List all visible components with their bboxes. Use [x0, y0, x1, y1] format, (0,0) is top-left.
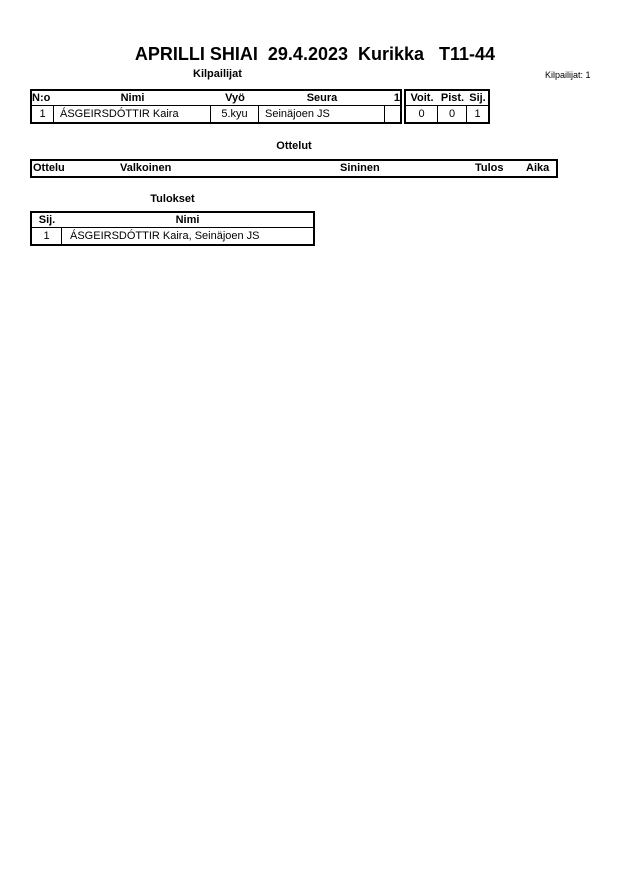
matches-table — [30, 159, 558, 178]
header-pool-1: 1 — [393, 92, 400, 104]
header-sininen: Sininen — [340, 162, 380, 174]
competitor-points: 0 — [438, 106, 467, 122]
competitors-table-main — [30, 89, 402, 124]
page-title: APRILLI SHIAI 29.4.2023 Kurikka T11-44 — [134, 44, 496, 64]
result-placement: 1 — [32, 228, 62, 244]
header-result-nimi: Nimi — [175, 214, 200, 226]
competitors-header-row — [32, 91, 400, 106]
competitor-pool-cell — [385, 106, 400, 122]
header-pist: Pist. — [440, 92, 465, 104]
competitor-number: 1 — [32, 106, 54, 122]
table-row — [32, 228, 313, 244]
results-section-heading: Tulokset — [150, 193, 195, 205]
header-voit: Voit. — [410, 92, 434, 104]
score-header-row — [406, 91, 488, 106]
competitors-count: Kilpailijat: 1 — [545, 70, 591, 80]
competitors-table-score — [404, 89, 490, 124]
results-table — [30, 211, 315, 246]
header-seura: Seura — [306, 92, 338, 104]
competitors-table — [30, 89, 490, 124]
competitor-name: ÁSGEIRSDÓTTIR Kaira — [54, 106, 211, 122]
competitor-belt: 5.kyu — [211, 106, 259, 122]
header-vyo: Vyö — [225, 92, 245, 104]
result-name: ÁSGEIRSDÓTTIR Kaira, Seinäjoen JS — [70, 230, 260, 242]
table-row — [32, 106, 400, 122]
header-sij: Sij. — [469, 92, 486, 104]
matches-section-heading: Ottelut — [276, 140, 312, 152]
header-valkoinen: Valkoinen — [120, 162, 172, 174]
header-ottelu: Ottelu — [33, 162, 65, 174]
header-no: N:o — [32, 92, 51, 104]
header-tulos: Tulos — [475, 162, 504, 174]
header-nimi: Nimi — [120, 92, 145, 104]
table-row — [406, 106, 488, 122]
header-result-sij: Sij. — [38, 214, 56, 226]
header-aika: Aika — [526, 162, 550, 174]
competitor-club: Seinäjoen JS — [259, 106, 385, 122]
competitors-section-heading: Kilpailijat — [193, 68, 242, 80]
competitor-placement: 1 — [474, 108, 481, 120]
results-header-row — [32, 213, 313, 228]
competitor-wins: 0 — [406, 106, 438, 122]
